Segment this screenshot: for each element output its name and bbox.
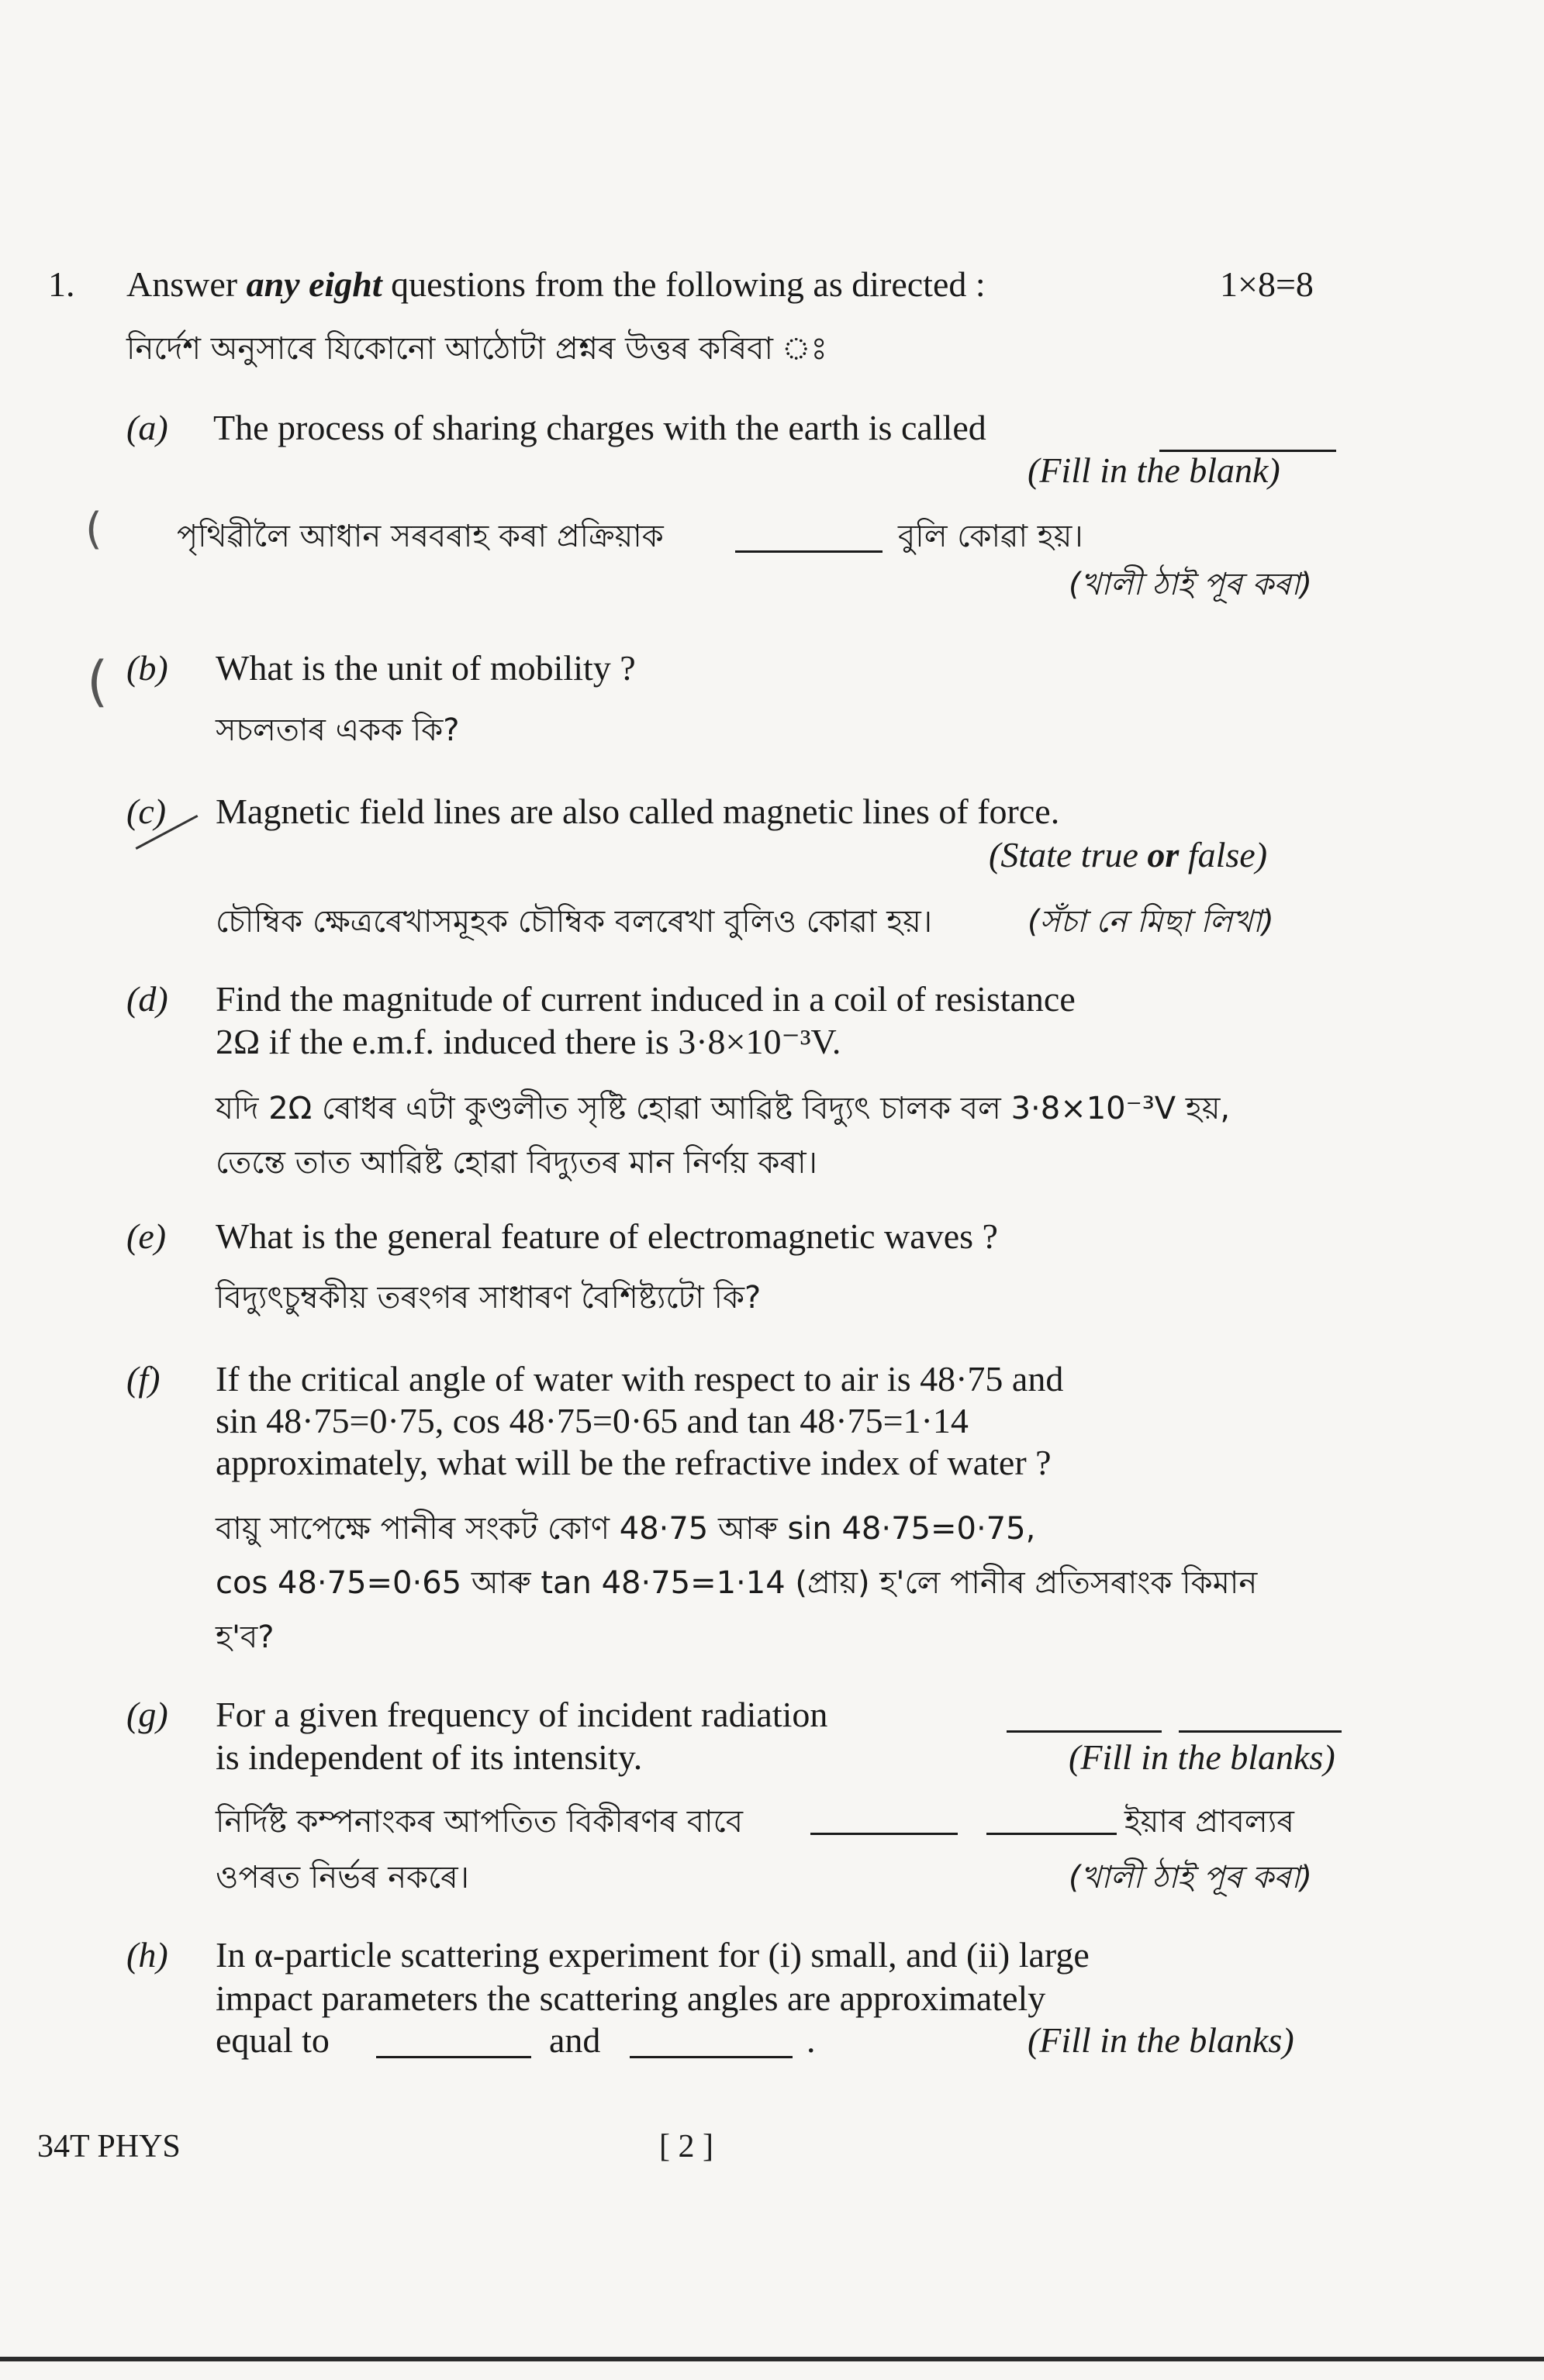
part-c-en-text: Magnetic field lines are also called magnetic lines of force. bbox=[216, 792, 1060, 831]
part-a-en-text: The process of sharing charges with the earth is called bbox=[213, 408, 986, 447]
part-b-en-text: What is the unit of mobility ? bbox=[216, 648, 636, 688]
part-f-en-line3: approximately, what will be the refractive index of water ? bbox=[216, 1443, 1052, 1482]
part-c-en-hint bbox=[989, 834, 1267, 875]
part-e-label: (e) bbox=[126, 1216, 167, 1256]
part-c-label: (c) bbox=[126, 792, 167, 831]
part-d-en-line2: 2Ω if the e.m.f. induced there is 3·8×10⁻³V. bbox=[216, 1022, 841, 1061]
part-g-en-line2: is independent of its intensity. bbox=[216, 1737, 643, 1777]
part-f-bn-line3: হ'ব? bbox=[216, 1619, 275, 1655]
part-c-hint-or: or bbox=[1147, 835, 1180, 874]
part-g-bn-line2: ওপৰত নিৰ্ভৰ নকৰে। bbox=[216, 1860, 469, 1895]
part-a-bn-blank bbox=[735, 549, 883, 553]
part-e-en-text: What is the general feature of electromagnetic waves ? bbox=[216, 1216, 998, 1256]
instruction-emphasis: any eight bbox=[246, 264, 382, 304]
part-f-label: (f) bbox=[126, 1359, 161, 1399]
part-f-bn-line1: বায়ু সাপেক্ষে পানীৰ সংকট কোণ 48·75 আৰু sin 48·75=0·75, bbox=[216, 1511, 1036, 1547]
part-g-bn-blank-1 bbox=[810, 1831, 958, 1835]
part-h-en-line3-pre: equal to bbox=[216, 2020, 330, 2060]
part-c-hint-pre: (State true bbox=[989, 835, 1148, 874]
part-c-bn-hint: (সঁচা নে মিছা লিখা) bbox=[1028, 904, 1274, 940]
question-marks: 1×8=8 bbox=[1220, 264, 1314, 304]
part-h-label: (h) bbox=[126, 1935, 168, 1975]
part-g-en-line1: For a given frequency of incident radiation bbox=[216, 1695, 828, 1734]
part-c-hint-post: false) bbox=[1179, 835, 1268, 874]
part-f-en-line1: If the critical angle of water with respect to air is 48·75 and bbox=[216, 1359, 1064, 1399]
pencil-mark-b: ( bbox=[87, 650, 109, 713]
instruction-post: questions from the following as directed : bbox=[382, 264, 986, 304]
part-h-en-blank-2 bbox=[630, 2054, 793, 2058]
page-bottom-edge bbox=[0, 2357, 1544, 2361]
part-g-en-blank-2 bbox=[1179, 1729, 1342, 1733]
part-h-en-blank-1 bbox=[376, 2054, 531, 2058]
part-d-label: (d) bbox=[126, 979, 168, 1019]
part-c-bn-text: চৌম্বিক ক্ষেত্ৰৰেখাসমূহক চৌম্বিক বলৰেখা বুলিও কোৱা হয়। bbox=[216, 904, 933, 940]
part-g-bn-blank-2 bbox=[986, 1831, 1117, 1835]
footer-code: 34T PHYS bbox=[37, 2129, 181, 2164]
part-h-en-line2: impact parameters the scattering angles are approximately bbox=[216, 1978, 1046, 2018]
part-b-bn-text: সচলতাৰ একক কি? bbox=[216, 712, 460, 748]
part-a-en-hint: (Fill in the blank) bbox=[1028, 450, 1280, 490]
part-g-en-blank-1 bbox=[1007, 1729, 1162, 1733]
footer-page-number: [ 2 ] bbox=[659, 2129, 713, 2164]
part-h-en-line3-post: . bbox=[807, 2020, 816, 2060]
part-h-en-line3-mid: and bbox=[549, 2020, 601, 2060]
instruction-pre: Answer bbox=[126, 264, 247, 304]
part-a-label: (a) bbox=[126, 408, 168, 447]
question-instruction-bn: নির্দেশ অনুসাৰে যিকোনো আঠোটা প্ৰশ্নৰ উত্তৰ কৰিবা ঃ bbox=[126, 331, 827, 367]
part-g-bn-hint: (খালী ঠাই পূৰ কৰা) bbox=[1069, 1860, 1313, 1895]
question-number: 1. bbox=[48, 264, 75, 304]
part-g-en-hint: (Fill in the blanks) bbox=[1069, 1737, 1335, 1777]
part-a-bn-text-2: বুলি কোৱা হয়। bbox=[898, 519, 1083, 554]
part-f-bn-line2: cos 48·75=0·65 আৰু tan 48·75=1·14 (প্ৰায়) হ'লে পানীৰ প্ৰতিসৰাংক কিমান bbox=[216, 1565, 1258, 1601]
part-d-bn-line2: তেন্তে তাত আৱিষ্ট হোৱা বিদ্যুতৰ মান নিৰ্ণয় কৰা। bbox=[216, 1145, 817, 1181]
part-a-bn-hint: (খালী ঠাই পূৰ কৰা) bbox=[1069, 567, 1313, 602]
part-e-bn-text: বিদ্যুৎচুম্বকীয় তৰংগৰ সাধাৰণ বৈশিষ্ট্যটো কি? bbox=[216, 1280, 762, 1316]
part-a-bn-text-1: পৃথিৱীলৈ আধান সৰবৰাহ কৰা প্ৰক্ৰিয়াক bbox=[177, 519, 664, 554]
part-h-en-line1: In α-particle scattering experiment for (i) small, and (ii) large bbox=[216, 1935, 1090, 1975]
part-f-en-line2: sin 48·75=0·75, cos 48·75=0·65 and tan 48·75=1·14 bbox=[216, 1401, 969, 1440]
part-d-en-line1: Find the magnitude of current induced in a coil of resistance bbox=[216, 979, 1076, 1019]
part-g-bn-line1: নিৰ্দিষ্ট কম্পনাংকৰ আপতিত বিকীৰণৰ বাবে bbox=[216, 1804, 743, 1840]
pencil-mark-a: ( bbox=[85, 504, 102, 554]
part-d-bn-line1: যদি 2Ω ৰোধৰ এটা কুণ্ডলীত সৃষ্টি হোৱা আৱিষ্ট বিদ্যুৎ চালক বল 3·8×10⁻³V হয়, bbox=[216, 1091, 1231, 1126]
part-h-en-hint: (Fill in the blanks) bbox=[1028, 2020, 1294, 2060]
part-g-label: (g) bbox=[126, 1695, 168, 1734]
part-g-bn-line1-end: ইয়াৰ প্ৰাবল্যৰ bbox=[1124, 1804, 1294, 1840]
question-instruction bbox=[126, 264, 986, 305]
part-b-label: (b) bbox=[126, 648, 168, 688]
